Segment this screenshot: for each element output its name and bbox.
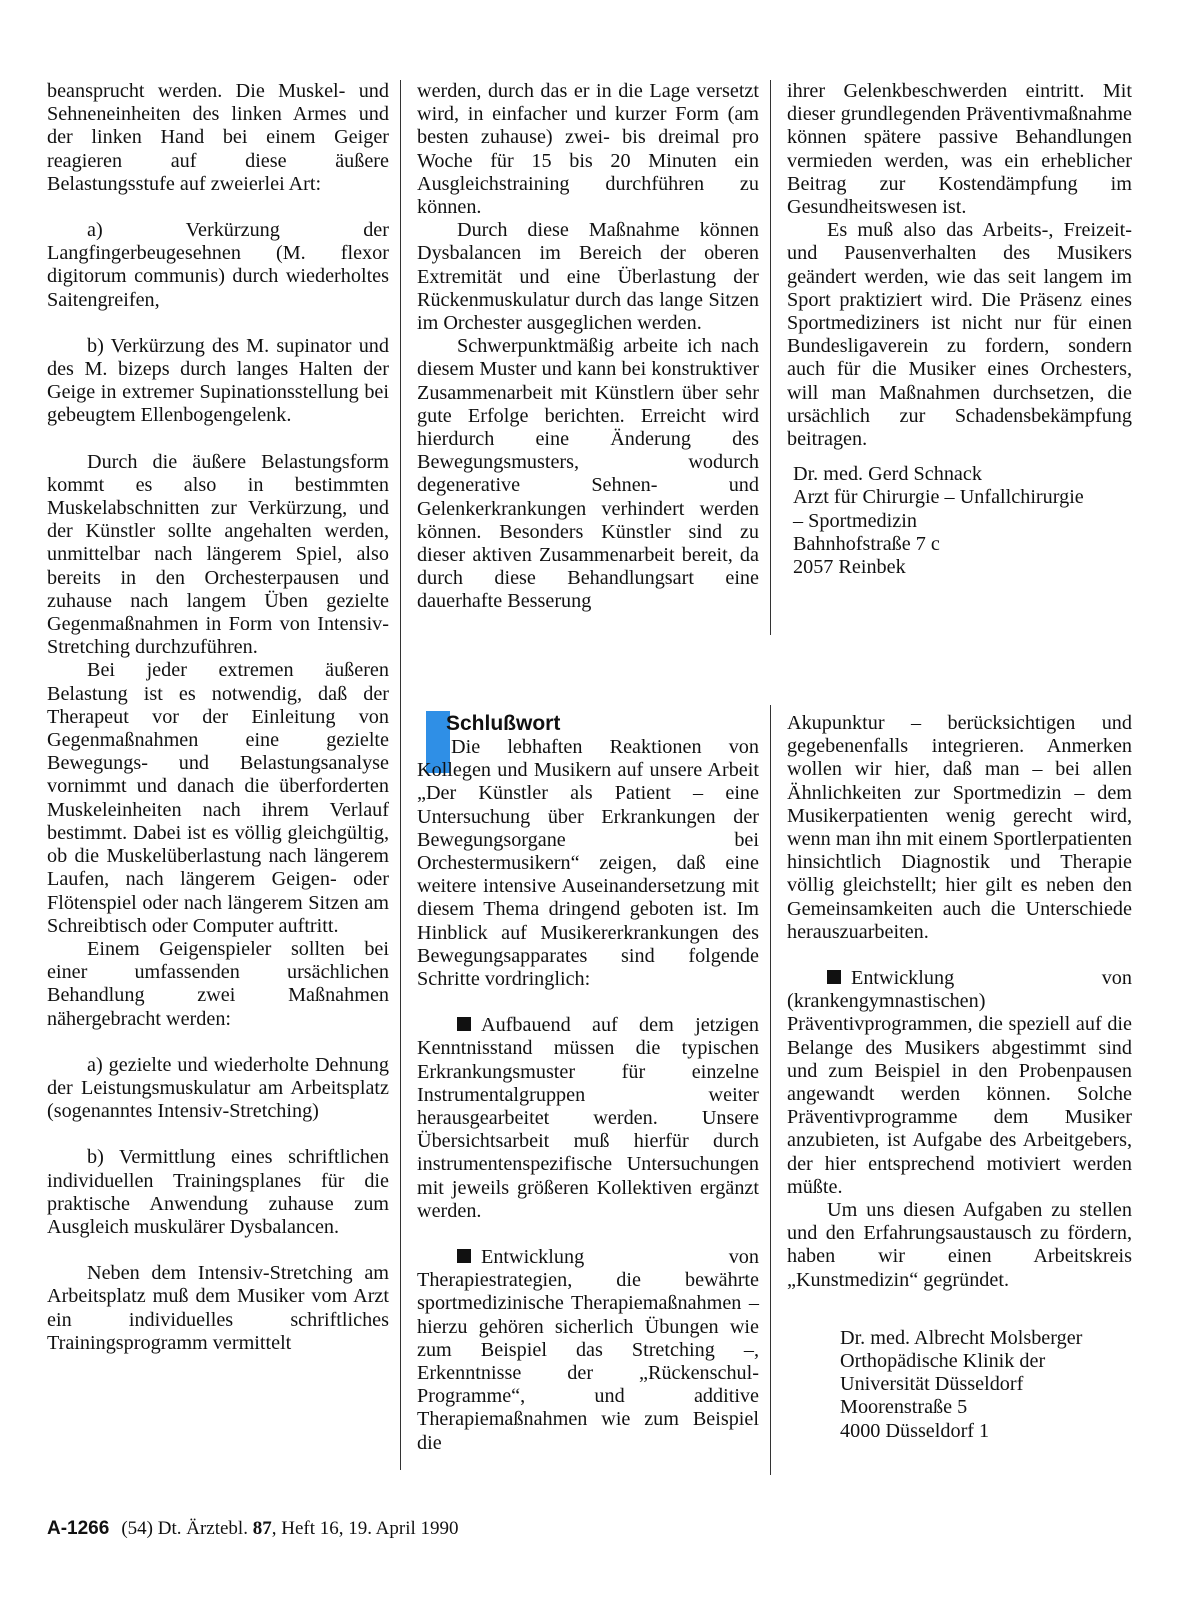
author-name: Dr. med. Gerd Schnack (793, 463, 982, 486)
citation: (54) Dt. Ärztebl. (121, 1518, 248, 1539)
volume-number: 87 (252, 1518, 272, 1539)
bullet-item (417, 1246, 759, 1455)
author-line: Universität Düsseldorf (840, 1373, 1024, 1396)
column-left (47, 80, 389, 1355)
paragraph: Akupunktur – berücksichtigen und gegebenenfalls integrieren. Anmerken wollen wir hier, daß man – bei allen Ähnlichkeiten zur Sportmedizin – dem Musikerpatienten wenig gerecht wird, wenn man ihn mit einem Sportlerpatienten hinsichtlich Diagnostik und Therapie völlig gleichstellt; hier gilt es neben den Gemeinsamkeiten auch die Unterschiede herauszuarbeiten. (787, 712, 1132, 943)
page-number: A-1266 (47, 1518, 110, 1539)
bullet-item (417, 1014, 759, 1223)
column-rule (770, 80, 771, 635)
author-signature (787, 1327, 1132, 1443)
paragraph: Durch die äußere Belastungsform kommt es also in bestimmten Muskelabschnitten zur Verkürzung, und der Künstler sollte angehalten werden, unmittelbar nach längerem Spiel, also bereits in den Orchesterpausen und zuhause nach langem Üben gezielte Gegenmaßnahmen in Form von Intensiv-Stretching durchzuführen. (47, 450, 389, 659)
paragraph: Durch diese Maßnahme können Dysbalancen im Bereich der oberen Extremität und eine Überlastung der Rückenmuskulatur durch das lange Sitzen im Orchester ausgeglichen werden. (417, 219, 759, 335)
bullet-text: Aufbauend auf dem jetzigen Kenntnisstand müssen die typischen Erkrankungsmuster für einzelne Instrumentalgruppen weiter herausgearbeitet werden. Unsere Übersichtsarbeit muß hierfür durch instrumentenspezifische Untersuchungen mit jeweils größeren Kollektiven ergänzt werden. (417, 1014, 759, 1222)
author-line: 2057 Reinbek (793, 556, 906, 579)
paragraph: Neben dem Intensiv-Stretching am Arbeitsplatz muß dem Musiker vom Arzt ein individuelles schriftliches Trainingsprogramm vermittelt (47, 1262, 389, 1354)
column-middle-top (417, 80, 759, 614)
page-footer (47, 1518, 459, 1540)
column-right-bottom (787, 712, 1132, 1443)
author-signature (787, 463, 1132, 579)
paragraph: Bei jeder extremen äußeren Belastung ist es notwendig, daß der Therapeut vor der Einleitung von Gegenmaßnahmen eine gezielte Bewegungs- und Belastungsanalyse vornimmt und danach die überforderten Muskeleinheiten nach ihrem Verlauf bestimmt. Dabei ist es völlig gleichgültig, ob die Muskelüberlastung nach längerem Laufen, nach längerem Geigen- oder Flötenspiel oder nach längerem Sitzen am Schreibtisch oder Computer auftritt. (47, 659, 389, 937)
author-name: Dr. med. Albrecht Molsberger (840, 1326, 1083, 1349)
list-item-b: b) Vermittlung eines schriftlichen individuellen Trainingsplanes für die praktische Anwendung zuhause zum Ausgleich muskulärer Dysbalancen. (47, 1146, 389, 1238)
column-right-top (787, 80, 1132, 579)
paragraph: Die lebhaften Reaktionen von Kollegen und Musikern auf unsere Arbeit „Der Künstler als Patient – eine Untersuchung über Erkrankungen der Bewegungsorgane bei Orchestermusikern“ zeigen, daß eine weitere intensive Auseinandersetzung mit diesem Thema dringend geboten ist. Im Hinblick auf Musikererkrankungen des Bewegungsapparates sind folgende Schritte vordringlich: (417, 736, 759, 991)
paragraph: beansprucht werden. Die Muskel- und Sehneneinheiten des linken Armes und der linken Hand bei einem Geiger reagieren auf diese äußere Belastungsstufe auf zweierlei Art: (47, 80, 389, 195)
bullet-text: Entwicklung von Therapiestrategien, die bewährte sportmedizinische Therapiemaßnahmen – hierzu gehören sicherlich Übungen wie zum Beispiel das Stretching –, Erkenntnisse der „Rückenschul-Programme“, und additive Therapiemaßnahmen wie zum Beispiel die (417, 1246, 759, 1454)
author-line: Bahnhofstraße 7 c (793, 532, 940, 555)
column-rule (770, 705, 771, 1475)
paragraph: ihrer Gelenkbeschwerden eintritt. Mit dieser grundlegenden Präventivmaßnahme können spätere passive Behandlungen vermieden werden, was ein erheblicher Beitrag zur Kostendämpfung im Gesundheitswesen ist. (787, 80, 1132, 219)
author-line: Moorenstraße 5 (840, 1396, 968, 1419)
paragraph: Es muß also das Arbeits-, Freizeit- und Pausenverhalten des Musikers geändert werden, wie das seit langem im Sport praktiziert wird. Die Präsenz eines Sportmediziners ist nicht nur für einen Bundesligaverein zu fordern, sondern auch für die Musiker eines Orchesters, will man Maßnahmen durchsetzen, die ursächlich zur Schadensbekämpfung beitragen. (787, 219, 1132, 451)
section-heading: Schlußwort (446, 712, 561, 735)
bullet-text: Entwicklung von (krankengymnastischen) Präventivprogrammen, die speziell auf die Belange des Musikers abgestimmt sind und zum Beispiel in den Probenpausen angewandt werden können. Solche Präventivprogramme dem Musiker anzubieten, ist Aufgabe des Arbeitgebers, der hier entsprechend motiviert werden müßte. (787, 967, 1132, 1198)
list-item-a: a) gezielte und wiederholte Dehnung der Leistungsmuskulatur am Arbeitsplatz (sogenanntes Intensiv-Stretching) (47, 1053, 389, 1123)
bullet-item (787, 967, 1132, 1199)
citation-issue: , Heft 16, 19. April 1990 (271, 1518, 459, 1539)
square-bullet-icon (827, 970, 841, 984)
paragraph: Um uns diesen Aufgaben zu stellen und den Erfahrungsaustausch zu fördern, haben wir einen Arbeitskreis „Kunstmedizin“ gegründet. (787, 1199, 1132, 1291)
author-line: – Sportmedizin (793, 509, 917, 532)
list-item-a: a) Verkürzung der Langfingerbeugesehnen (M. flexor digitorum communis) durch wiederholtes Saitengreifen, (47, 219, 389, 311)
author-line: Orthopädische Klinik der (840, 1350, 1046, 1373)
paragraph: Einem Geigenspieler sollten bei einer umfassenden ursächlichen Behandlung zwei Maßnahmen nähergebracht werden: (47, 937, 389, 1030)
author-line: Arzt für Chirurgie – Unfallchirurgie (793, 486, 1084, 509)
paragraph: Schwerpunktmäßig arbeite ich nach diesem Muster und kann bei konstruktiver Zusammenarbeit mit Künstlern über sehr gute Erfolge berichten. Erreicht wird hierdurch eine Änderung des Bewegungsmusters, wodurch degenerative Sehnen- und Gelenkerkrankungen verhindert werden können. Besonders Künstler sind zu dieser aktiven Zusammenarbeit bereit, da durch diese Behandlungsart eine dauerhafte Besserung (417, 335, 759, 613)
column-middle-bottom (417, 736, 759, 1455)
square-bullet-icon (457, 1017, 471, 1031)
author-line: 4000 Düsseldorf 1 (840, 1419, 990, 1442)
list-item-b: b) Verkürzung des M. supinator und des M. bizeps durch langes Halten der Geige in extremer Supinationsstellung bei gebeugtem Ellenbogengelenk. (47, 334, 389, 427)
paragraph: werden, durch das er in die Lage versetzt wird, in einfacher und kurzer Form (am besten zuhause) zwei- bis dreimal pro Woche für 15 bis 20 Minuten ein Ausgleichstraining durchführen zu können. (417, 80, 759, 219)
column-rule (400, 80, 401, 1470)
square-bullet-icon (457, 1249, 471, 1263)
